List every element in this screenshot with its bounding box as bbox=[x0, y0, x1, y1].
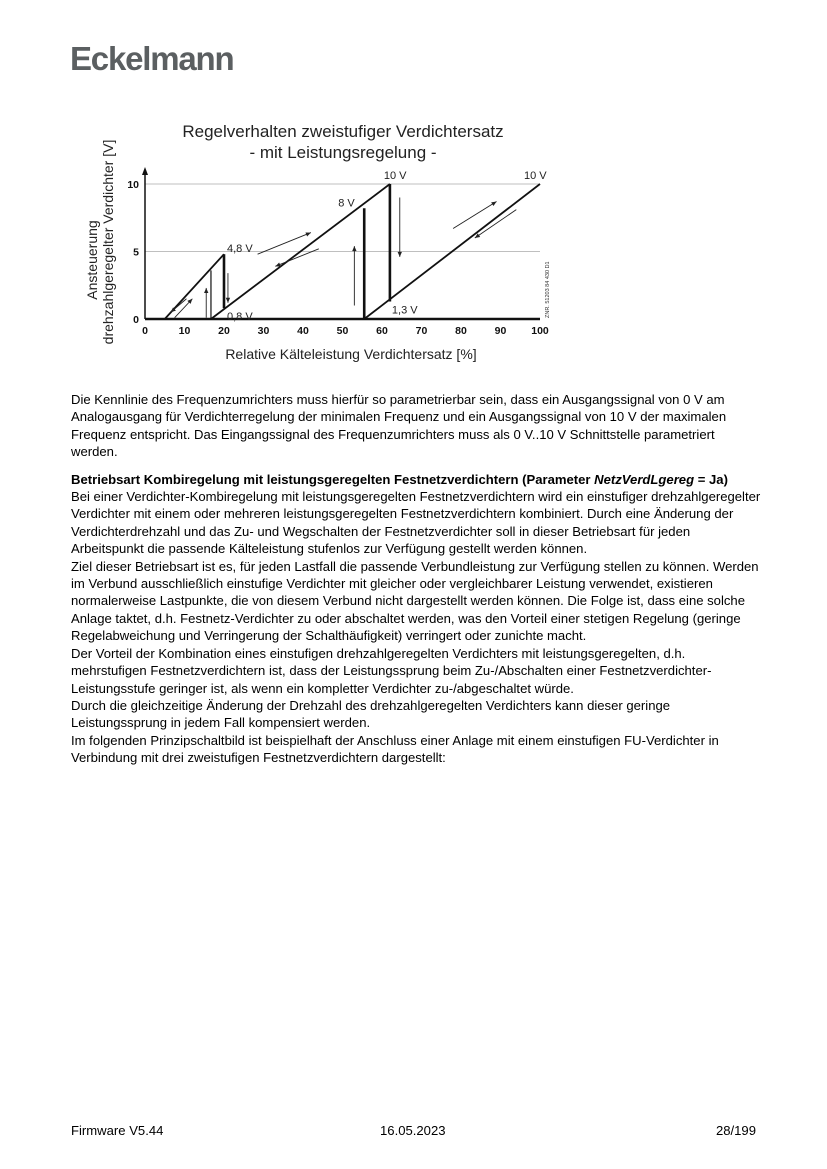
x-tick-label: 0 bbox=[142, 325, 148, 337]
x-tick-label: 40 bbox=[297, 325, 309, 337]
footer-date: 16.05.2023 bbox=[380, 1123, 446, 1138]
heading-prefix: Betriebsart Kombiregelung mit leistungsgeregelten Festnetzverdichtern (Parameter bbox=[71, 471, 595, 487]
y-axis-arrowhead bbox=[142, 167, 148, 175]
footer-firmware: Firmware V5.44 bbox=[71, 1123, 164, 1138]
footer-page-number: 28/199 bbox=[715, 1123, 756, 1138]
direction-arrow-head bbox=[352, 246, 356, 251]
direction-arrow bbox=[475, 210, 516, 238]
paragraph-prinzipschaltbild: Im folgenden Prinzipschaltbild ist beispielhaft der Anschluss einer Anlage mit einem einstufigen FU-Verdichter in Verbindung mit drei zweistufigen Festnetzverdichtern dargestellt: bbox=[71, 732, 719, 766]
annotation-label: 10 V bbox=[524, 170, 547, 182]
x-tick-label: 30 bbox=[257, 325, 270, 337]
x-tick-label: 80 bbox=[455, 325, 467, 337]
paragraph-drehzahl: Durch die gleichzeitige Änderung der Drehzahl des drehzahlgeregelten Verdichters kann dieser geringe Leistungssprung in jedem Fall kompensiert werden. bbox=[71, 697, 671, 731]
body-text bbox=[71, 391, 761, 767]
x-axis-label: Relative Kälteleistung Verdichtersatz [%] bbox=[225, 346, 477, 362]
eckelmann-logo: Eckelmann bbox=[70, 40, 234, 77]
y-axis-label-line1: Ansteuerung bbox=[84, 220, 100, 300]
section-heading bbox=[71, 471, 761, 488]
x-tick-label: 90 bbox=[494, 325, 507, 337]
y-axis-label-line2: drehzahlgeregelter Verdichter [V] bbox=[100, 139, 116, 345]
chart-figure bbox=[75, 112, 575, 374]
x-tick-label: 70 bbox=[415, 325, 428, 337]
direction-arrow-head bbox=[398, 252, 402, 257]
y-tick-label: 10 bbox=[127, 179, 139, 191]
x-tick-label: 50 bbox=[336, 325, 349, 337]
annotation-label: 1,3 V bbox=[391, 304, 418, 317]
paragraph-vorteil: Der Vorteil der Kombination eines einstufigen drehzahlgeregelten Verdichters mit leistungsgeregelten, d.h. mehrstufigen Festnetzverdichtern ist, dass der Leistungssprung beim Zu-/Abschalten einer Festnetzverdichter-Leistungsstufe geringer ist, als wenn ein kompletter Verdichter zu-/abgeschaltet würde. bbox=[71, 645, 712, 696]
direction-arrow bbox=[453, 202, 496, 229]
paragraph-ziel: Ziel dieser Betriebsart ist es, für jeden Lastfall die passende Verbundleistung zur Verfügung stellen zu können. Werden im Verbund ausschließlich einstufige Verdichter mit gleicher oder vergleichbarer Leistung verwendet, existieren normalerweise Lastpunkte, die von diesem Verbund nicht dargestellt werden können. Die Folge ist, dass eine solche Anlage taktet, d.h. Festnetz-Verdichter zu oder abschaltet werden, was den Vorteil einer stetigen Regelung (geringe Regelabweichung und Verringerung der Schalthäufigkeit) verringert oder zunichte macht. bbox=[71, 558, 759, 644]
direction-arrow-head bbox=[204, 288, 208, 293]
plot-area bbox=[127, 167, 549, 337]
annotation-label: 10 V bbox=[383, 170, 407, 182]
direction-arrow bbox=[258, 233, 311, 255]
figure-id: ZNR. 51203 84 430 D1 bbox=[545, 261, 551, 318]
y-tick-label: 5 bbox=[133, 246, 139, 259]
heading-parameter: NetzVerdLgereg bbox=[594, 471, 695, 487]
direction-arrow-head bbox=[226, 298, 230, 303]
y-tick-label: 0 bbox=[133, 314, 139, 326]
x-tick-label: 10 bbox=[178, 325, 191, 337]
direction-arrow-head bbox=[491, 202, 496, 207]
chart-svg bbox=[75, 112, 575, 374]
x-tick-label: 60 bbox=[376, 325, 388, 337]
annotation-label: 8 V bbox=[338, 197, 355, 210]
chart-subtitle: - mit Leistungsregelung - bbox=[249, 143, 437, 162]
paragraph-frequenzumrichter: Die Kennlinie des Frequenzumrichters muss hierfür so parametrierbar sein, dass ein Ausgangssignal von 0 V am Analogausgang für Verdichterregelung der minimalen Frequenz und ein Ausgangssignal von 10 V der maximalen Frequenz entspricht. Das Eingangssignal des Frequenzumrichters muss als 0 V..10 V Schnittstelle parametriert werden. bbox=[71, 392, 727, 460]
x-tick-label: 20 bbox=[218, 325, 230, 337]
x-tick-label: 100 bbox=[531, 325, 549, 337]
annotation-label: 0,8 V bbox=[227, 311, 253, 324]
heading-suffix: = Ja) bbox=[694, 471, 728, 487]
annotation-label: 4,8 V bbox=[227, 243, 253, 256]
chart-title: Regelverhalten zweistufiger Verdichtersatz bbox=[182, 122, 504, 141]
paragraph-kombiregelung: Bei einer Verdichter-Kombiregelung mit leistungsgeregelten Festnetzverdichtern wird ein einstufiger drehzahlgeregelter Verdichter mit einem oder mehreren leistungsgeregelten Festnetzverdichtern kombiniert. Durch eine Änderung der Verdichterdrehzahl und das Zu- und Wegschalten der Festnetzverdichter soll in dieser Betriebsart für jeden Arbeitspunkt die passende Kälteleistung stufenlos zur Verfügung gestellt werden können. bbox=[71, 489, 761, 557]
